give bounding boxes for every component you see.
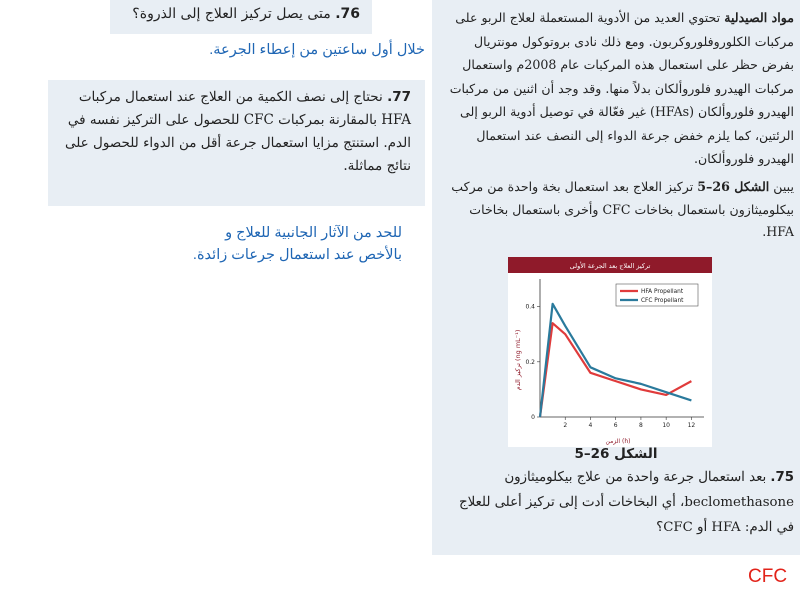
question-75-text: بعد استعمال جرعة واحدة من علاج بيكلوميثازون beclomethasone، أي البخاخات أدت إلى تركيز أعلى للعلاج في الدم: HFA أو CFC؟ <box>458 470 794 535</box>
figure-caption-label: الشكل 26– <box>583 446 658 462</box>
figure-reference: الشكل 26–5 <box>697 179 770 194</box>
intro-text: تحتوي العديد من الأدوية المستعملة لعلاج الربو على مركبات الكلوروفلوروكربون. ومع ذلك نادى بروتوكول مونتريال بفرض حظر على استعمال هذه المركبات عام 2008م واستعمال مركبات الهيدرو فلوروألكان بدلاً منها. وقد وجد أن اثنين من مركبات الهيدرو فلوروألكان (HFAs) غير فعّالة في توصيل أدوية الربو إلى الرئتين، كما يلزم خفض جرعة الدواء إلى النصف عند استعمال الهيدرو فلوروألكان. <box>449 10 794 166</box>
question-76-text: متى يصل تركيز العلاج إلى الذروة؟ <box>132 6 336 22</box>
figure-caption <box>432 446 800 463</box>
question-77-box <box>48 80 425 206</box>
question-75-number: 75. <box>770 470 794 485</box>
figure-description-text: تركيز العلاج بعد استعمال بخة واحدة من مركب بيكلوميثازون باستعمال بخاخات CFC وأخرى باستعمال بخاخات HFA. <box>451 179 794 239</box>
main-content-box <box>432 0 800 555</box>
intro-paragraph <box>438 6 794 171</box>
question-75 <box>438 465 794 540</box>
y-axis-label: تركيز الدم (ng mL⁻¹) <box>514 329 522 391</box>
intro-heading: مواد الصيدلية <box>724 10 794 25</box>
legend-entry: HFA Propellant <box>641 289 684 295</box>
x-axis-label: الزمن (h) <box>605 438 631 445</box>
x-tick-label: 8 <box>639 422 643 429</box>
y-tick-label: 0.4 <box>525 303 535 311</box>
answer-77: للحد من الآثار الجانبية للعلاج و بالأخص عند استعمال جرعات زائدة. <box>192 225 402 263</box>
x-tick-label: 10 <box>662 422 670 429</box>
legend-entry: CFC Propellant <box>641 298 684 304</box>
x-tick-label: 12 <box>687 422 696 429</box>
question-77-number: 77. <box>387 89 411 105</box>
x-tick-label: 4 <box>588 422 593 429</box>
question-77-text: نحتاج إلى نصف الكمية من العلاج عند استعمال مركبات HFA بالمقارنة بمركبات CFC للحصول على التركيز نفسه في الدم. استنتج مزايا استعمال جرعة أقل من الدواء للحصول على نتائج مماثلة. <box>64 89 411 174</box>
chart-title: تركيز العلاج بعد الجرعة الأولى <box>569 262 651 270</box>
x-tick-label: 6 <box>613 422 618 429</box>
concentration-chart <box>508 257 712 447</box>
y-tick-label: 0 <box>531 414 535 421</box>
answer-75: CFC <box>748 566 788 587</box>
answer-76: خلال أول ساعتين من إعطاء الجرعة. <box>209 42 425 58</box>
figure-description-pre: يبين <box>769 179 794 194</box>
y-tick-label: 0.2 <box>525 358 535 366</box>
x-tick-label: 2 <box>563 422 568 429</box>
figure-caption-number: 5 <box>574 446 584 462</box>
question-76-number: 76. <box>335 6 360 22</box>
figure-description <box>438 176 794 244</box>
question-76-box <box>110 0 372 34</box>
